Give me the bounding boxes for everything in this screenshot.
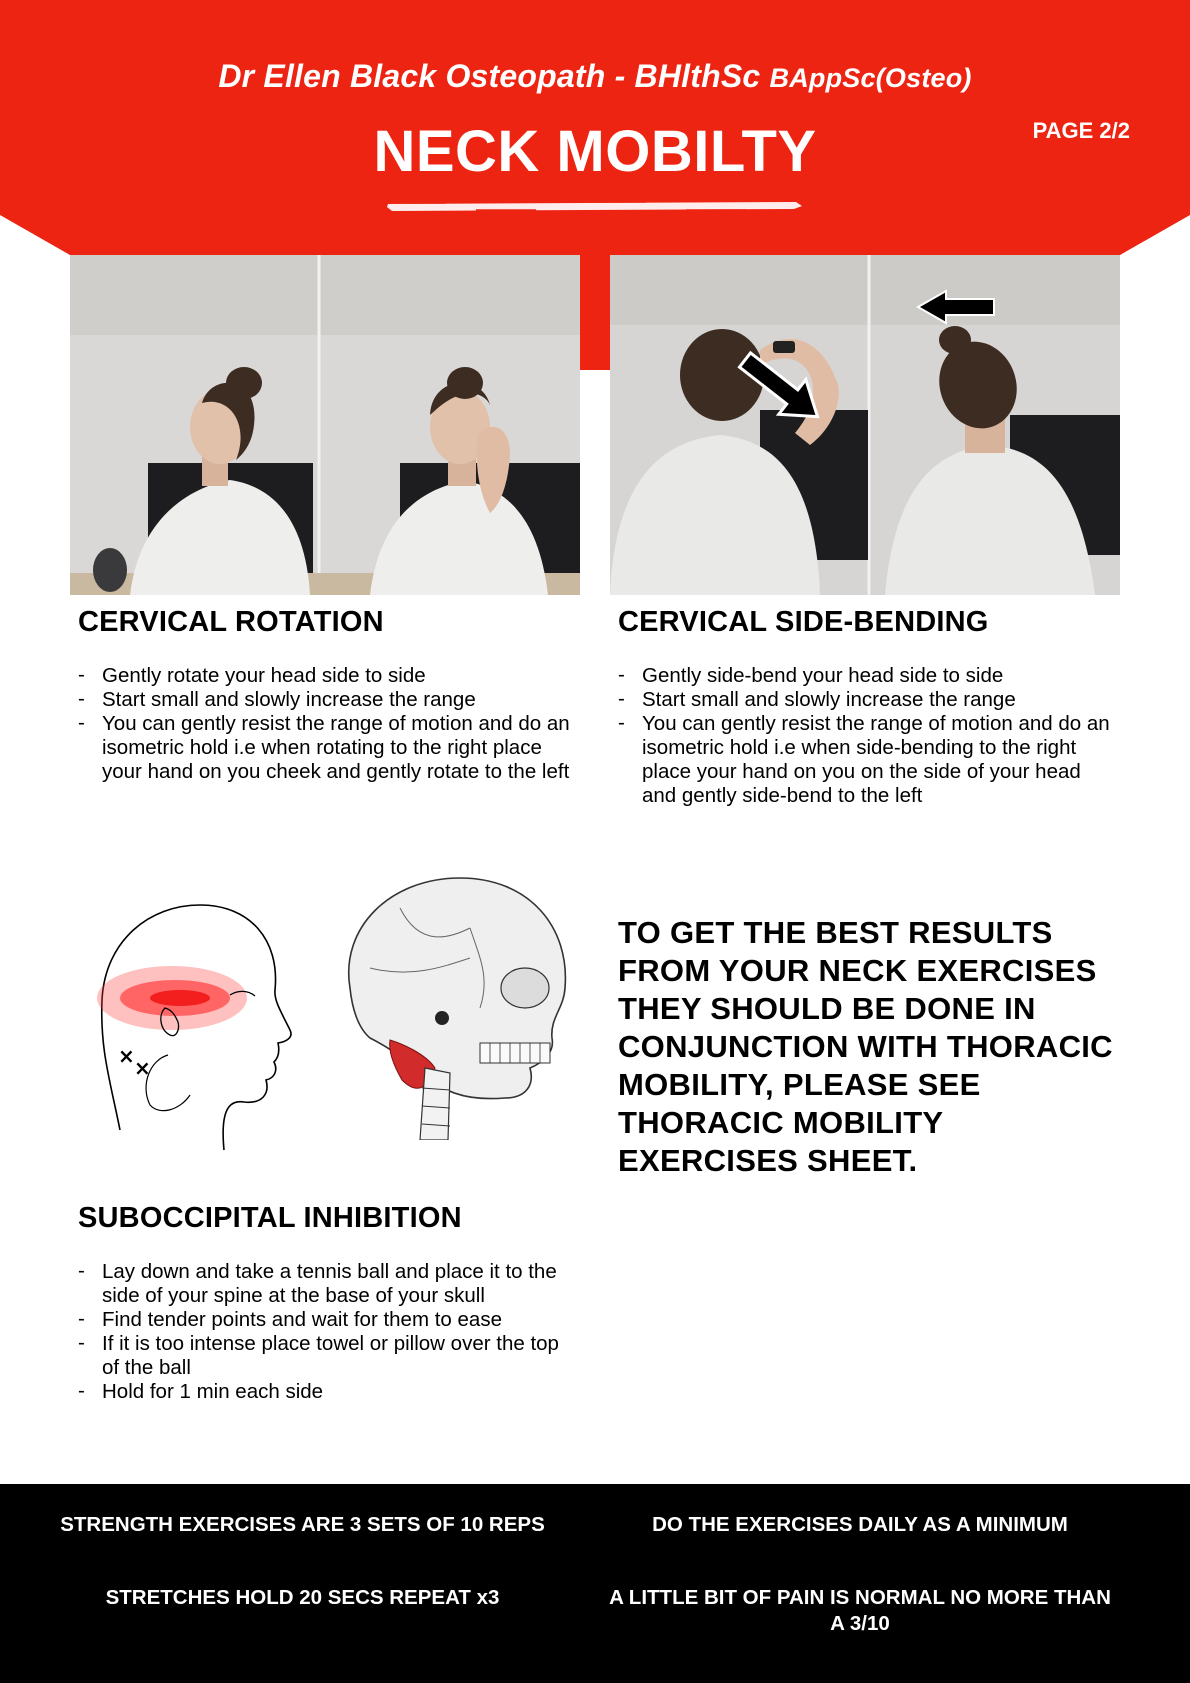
list-item: - Find tender points and wait for them to ease (78, 1308, 578, 1332)
list-item: - If it is too intense place towel or pillow over the top of the ball (78, 1332, 578, 1380)
list-item: - Gently rotate your head side to side (78, 664, 578, 688)
page-number: PAGE 2/2 (1032, 118, 1130, 143)
list-item: - Start small and slowly increase the range (618, 688, 1118, 712)
qualification: BAppSc(Osteo) (769, 63, 972, 93)
cervical-rotation-instructions (78, 664, 578, 784)
section-title-suboccipital-inhibition: SUBOCCIPITAL INHIBITION (78, 1202, 462, 1234)
footer-strength-note: STRENGTH EXERCISES ARE 3 SETS OF 10 REPS (60, 1513, 545, 1536)
list-item: - You can gently resist the range of motion and do an isometric hold i.e when side-bending to the right place your hand on you on the side of your head and gently side-bend to the left (618, 712, 1118, 808)
list-item: - You can gently resist the range of motion and do an isometric hold i.e when rotating to the right place your hand on you cheek and gently rotate to the left (78, 712, 578, 784)
list-item: - Hold for 1 min each side (78, 1380, 578, 1404)
cervical-side-bending-instructions (618, 664, 1118, 808)
practitioner-name: Dr Ellen Black Osteopath - BHlthSc (218, 58, 761, 94)
section-title-cervical-side-bending: CERVICAL SIDE-BENDING (618, 606, 989, 638)
section-title-cervical-rotation: CERVICAL ROTATION (78, 606, 384, 638)
footer-stretches-note: STRETCHES HOLD 20 SECS REPEAT x3 (105, 1586, 500, 1609)
list-item: - Gently side-bend your head side to side (618, 664, 1118, 688)
footer-daily-note: DO THE EXERCISES DAILY AS A MINIMUM (652, 1513, 1068, 1536)
skull-suboccipital-diagram (330, 868, 580, 1140)
practitioner-credentials (0, 58, 1190, 95)
thoracic-mobility-advice: TO GET THE BEST RESULTS FROM YOUR NECK EXERCISES THEY SHOULD BE DONE IN CONJUNCTION WITH THORACIC MOBILITY, PLEASE SEE THORACIC MOBILITY EXERCISES SHEET. (618, 915, 1113, 1178)
svg-text:×: × (118, 1044, 135, 1068)
cervical-side-bending-photo (610, 255, 1120, 595)
suboccipital-instructions (78, 1260, 578, 1404)
list-item: - Lay down and take a tennis ball and place it to the side of your spine at the base of your skull (78, 1260, 578, 1308)
footer-banner (0, 1484, 1190, 1683)
trigger-point-head-diagram (80, 880, 300, 1160)
footer-pain-note: A LITTLE BIT OF PAIN IS NORMAL NO MORE THAN A 3/10 (609, 1586, 1111, 1635)
page-title: NECK MOBILTY (373, 119, 817, 184)
cervical-rotation-photo (70, 255, 580, 595)
list-item: - Start small and slowly increase the range (78, 688, 578, 712)
brush-underline (386, 199, 804, 213)
svg-text:×: × (134, 1056, 151, 1080)
